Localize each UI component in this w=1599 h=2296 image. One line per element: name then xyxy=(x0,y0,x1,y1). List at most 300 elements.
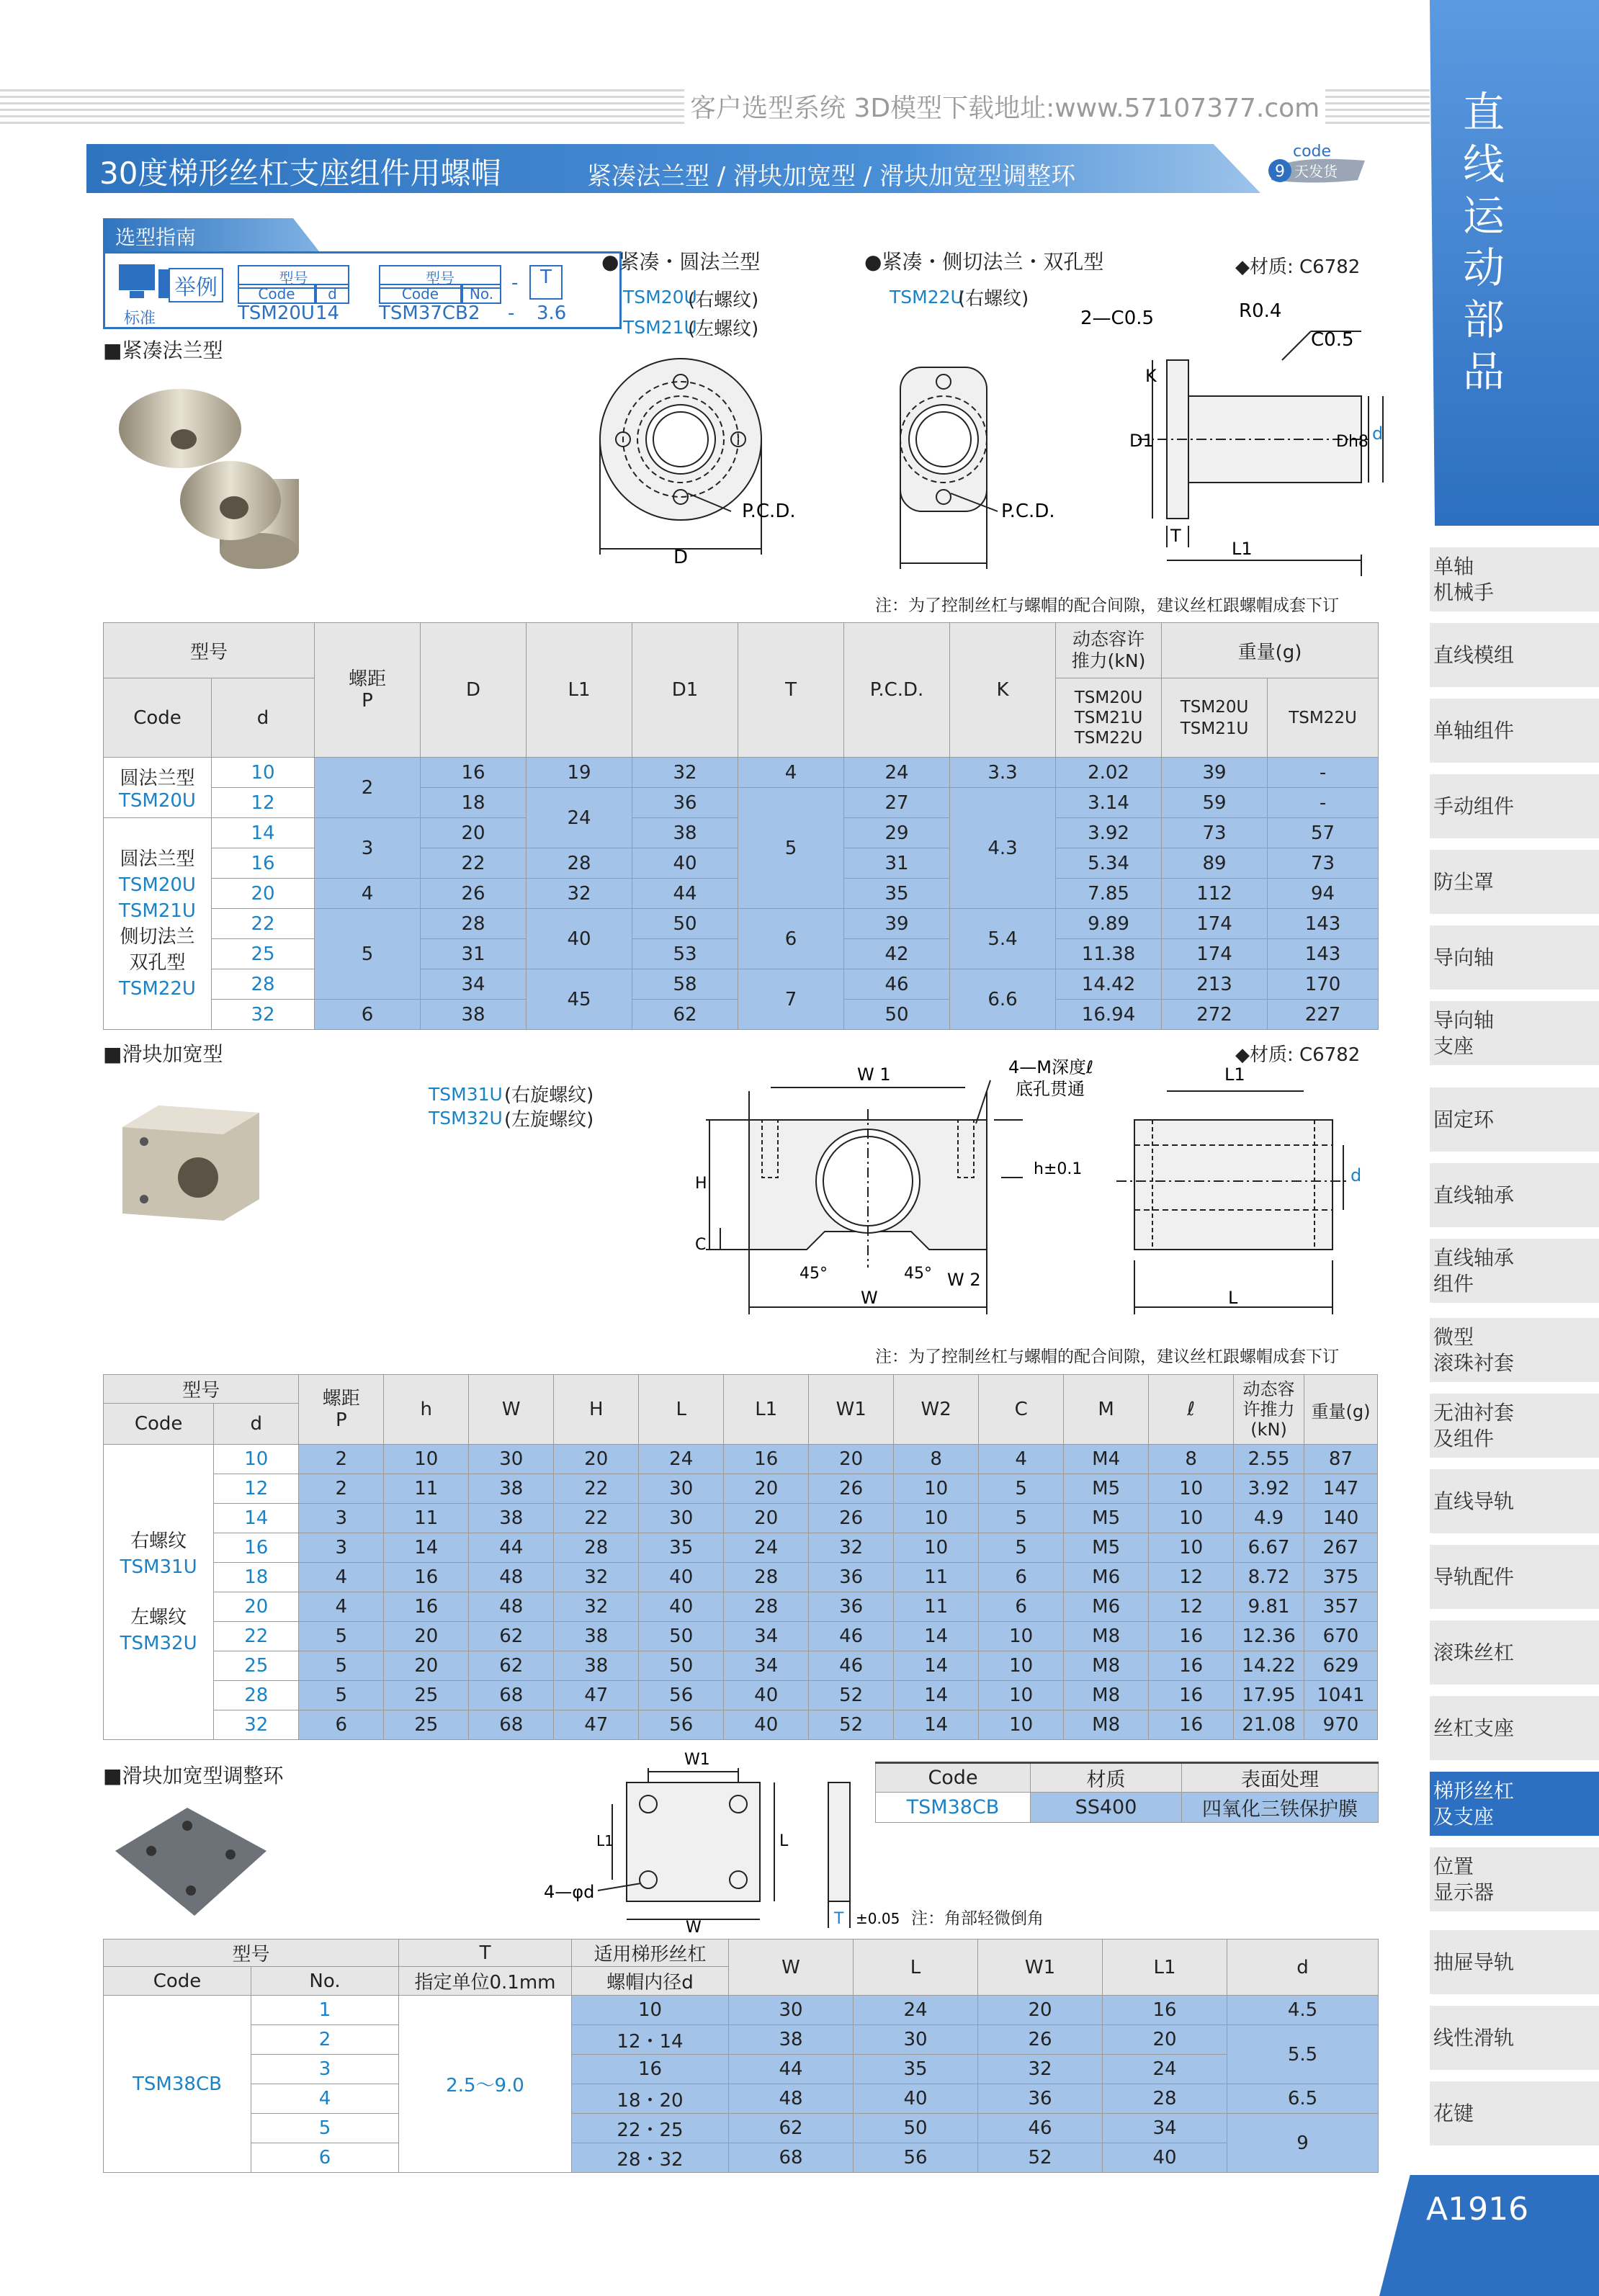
t3-cell-L1: 34 xyxy=(1103,2114,1227,2143)
sidebar-item-18[interactable]: 抽屉导轨 xyxy=(1430,1930,1599,1996)
t1-cell: 38 xyxy=(421,1000,527,1030)
t2-cell: 26 xyxy=(809,1504,894,1533)
pcd-label-2: P.C.D. xyxy=(1001,501,1055,522)
t3-row xyxy=(104,2025,1379,2055)
t1-cell: 3.92 xyxy=(1056,818,1162,848)
table-adjust-ring xyxy=(103,1939,1379,2173)
t3-row xyxy=(104,1996,1379,2025)
t1-cell: 32 xyxy=(527,879,632,909)
guide-label: 选型指南 xyxy=(115,225,197,249)
guide-h-d: d xyxy=(315,284,349,304)
t3-cell-fit: 16 xyxy=(572,2055,729,2084)
dim-D1: D1 xyxy=(1129,431,1154,451)
t2-cell: 40 xyxy=(724,1681,809,1710)
t1-cell: 22 xyxy=(421,848,527,879)
mat-surface: 四氧化三铁保护膜 xyxy=(1182,1793,1379,1823)
t2-cell: 16 xyxy=(1149,1681,1234,1710)
t1-h-L1: L1 xyxy=(527,623,632,758)
dim-c05a: 2—C0.5 xyxy=(1080,308,1155,329)
t2-cell: 25 xyxy=(214,1651,299,1681)
t2-cell: 4 xyxy=(979,1445,1064,1474)
t2-row xyxy=(104,1681,1378,1710)
t2-cell: 11 xyxy=(384,1504,469,1533)
t2-cell: 12 xyxy=(1149,1592,1234,1622)
t1-h-pcd: P.C.D. xyxy=(844,623,950,758)
t1-h-code: Code xyxy=(104,678,212,758)
t2-cell: 52 xyxy=(809,1710,894,1740)
t2-cell: 375 xyxy=(1304,1563,1377,1592)
t2-cell: 5 xyxy=(299,1622,384,1651)
t2-cell: 36 xyxy=(809,1592,894,1622)
dim2-45a: 45° xyxy=(800,1265,828,1283)
t3-cell-L: 50 xyxy=(854,2114,978,2143)
t1-cell: 39 xyxy=(1162,758,1268,788)
dim-d: d xyxy=(1372,423,1384,444)
t2-cell: M5 xyxy=(1064,1533,1149,1563)
t1-h-D: D xyxy=(421,623,527,758)
t1-cell: - xyxy=(1268,788,1379,818)
t2-row xyxy=(104,1445,1378,1474)
t1-cell: 6 xyxy=(738,909,844,969)
t1-g1-name: 圆法兰型 xyxy=(120,768,195,789)
t1-h-K: K xyxy=(950,623,1056,758)
t1-cell: 32 xyxy=(632,758,738,788)
t1-cell: 10 xyxy=(212,758,315,788)
t2-cell: 20 xyxy=(724,1504,809,1533)
t3-cell-W: 48 xyxy=(729,2084,854,2114)
t1-cell: 40 xyxy=(527,909,632,969)
t2-cell: 20 xyxy=(384,1651,469,1681)
t1-h-weight: 重量(g) xyxy=(1162,623,1379,678)
t2-cell: 14 xyxy=(894,1681,979,1710)
t2-cell: 10 xyxy=(384,1445,469,1474)
round-model-1: TSM20U xyxy=(623,287,697,308)
t2-cell: 32 xyxy=(809,1533,894,1563)
sidebar-item-3[interactable]: 手动组件 xyxy=(1430,774,1599,840)
t3-cell-fit: 10 xyxy=(572,1996,729,2025)
sidebar-item-11[interactable]: 无油衬套 及组件 xyxy=(1430,1394,1599,1460)
dim-D: D xyxy=(673,547,689,568)
t2-cell: 10 xyxy=(894,1504,979,1533)
t1-cell: 50 xyxy=(844,1000,950,1030)
dim2-W1: W 1 xyxy=(857,1064,891,1085)
t2-cell: M8 xyxy=(1064,1651,1149,1681)
t2-cell: 62 xyxy=(469,1622,554,1651)
dim3-hole: 4—φd xyxy=(544,1882,595,1902)
t2-cell: 32 xyxy=(554,1592,639,1622)
t3-h-fit2: 螺帽内径d xyxy=(572,1967,729,1996)
guide-h-no: No. xyxy=(462,284,501,304)
t1-cell: 45 xyxy=(527,969,632,1030)
t1-row xyxy=(104,909,1379,939)
t3-row xyxy=(104,2084,1379,2114)
t3-cell-W1: 32 xyxy=(978,2055,1103,2084)
material-2: ◆材质: C6782 xyxy=(1235,1044,1361,1066)
guide-h-model-2: 型号 xyxy=(379,265,501,289)
slider-model-1-note: (右旋螺纹) xyxy=(504,1085,594,1106)
slider-model-1: TSM31U xyxy=(429,1084,503,1105)
t2-cell: 38 xyxy=(554,1651,639,1681)
t2-cell: 20 xyxy=(724,1474,809,1504)
t1-cell: 4.3 xyxy=(950,788,1056,909)
t3-cell-W1: 36 xyxy=(978,2084,1103,2114)
t3-no: 6 xyxy=(251,2143,399,2173)
t2-cell: 5 xyxy=(979,1504,1064,1533)
sidebar-item-1[interactable]: 直线模组 xyxy=(1430,623,1599,689)
t3-cell-L: 35 xyxy=(854,2055,978,2084)
t2-cell: 10 xyxy=(1149,1504,1234,1533)
t1-cell: 5.34 xyxy=(1056,848,1162,879)
t2-cell: 3 xyxy=(299,1533,384,1563)
t1-cell: 5.4 xyxy=(950,909,1056,969)
t2-cell: 267 xyxy=(1304,1533,1377,1563)
note-1: 注：为了控制丝杠与螺帽的配合间隙，建议丝杠跟螺帽成套下订 xyxy=(875,596,1339,615)
slider-model-2-note: (左旋螺纹) xyxy=(504,1109,594,1131)
t2-h-model: 型号 xyxy=(104,1375,299,1404)
t1-row xyxy=(104,969,1379,1000)
t1-cell: 29 xyxy=(844,818,950,848)
round-model-2: TSM21U xyxy=(623,317,697,338)
guide-h-t: T xyxy=(529,265,563,300)
t2-cell: 56 xyxy=(639,1681,724,1710)
t2-cell: 20 xyxy=(554,1445,639,1474)
t2-cell: 35 xyxy=(639,1533,724,1563)
mat-h-surface: 表面处理 xyxy=(1182,1763,1379,1793)
t2-cell: 68 xyxy=(469,1681,554,1710)
t3-cell-L1: 40 xyxy=(1103,2143,1227,2173)
t3-h-T2: 指定单位0.1mm xyxy=(399,1967,572,1996)
t2-cell: 10 xyxy=(979,1710,1064,1740)
t3-h-W1: W1 xyxy=(978,1940,1103,1996)
guide-ex2-code: TSM37CB xyxy=(379,302,468,324)
sidebar-item-12[interactable]: 直线导轨 xyxy=(1430,1469,1599,1535)
t2-cell: 24 xyxy=(724,1533,809,1563)
t2-cell: 22 xyxy=(554,1504,639,1533)
t2-cell: 5 xyxy=(979,1474,1064,1504)
t2-cell: 8.72 xyxy=(1234,1563,1304,1592)
t1-cell: 3.3 xyxy=(950,758,1056,788)
t2-cell: 48 xyxy=(469,1592,554,1622)
t2-h-thrust: 动态容 许推力 (kN) xyxy=(1234,1375,1304,1445)
t1-cell: 213 xyxy=(1162,969,1268,1000)
t2-cell: 10 xyxy=(979,1681,1064,1710)
sidebar-item-6[interactable]: 导向轴 支座 xyxy=(1430,1001,1599,1067)
t1-cell: 31 xyxy=(844,848,950,879)
guide-std: 标准 xyxy=(124,310,156,328)
t1-cell: 3.14 xyxy=(1056,788,1162,818)
t1-cell: 62 xyxy=(632,1000,738,1030)
t2-cell: M8 xyxy=(1064,1710,1149,1740)
t3-h-L1: L1 xyxy=(1103,1940,1227,1996)
dim3-W1: W1 xyxy=(684,1751,710,1769)
sidebar-item-17[interactable]: 位置 显示器 xyxy=(1430,1847,1599,1914)
t1-h-w2: TSM22U xyxy=(1268,678,1379,758)
adjust-ring-drawing xyxy=(533,1739,908,1937)
t1-cell: 7 xyxy=(738,969,844,1030)
t2-cell: 16 xyxy=(1149,1622,1234,1651)
dim-L1: L1 xyxy=(1232,539,1253,559)
t1-cell: 28 xyxy=(527,848,632,879)
t2-cell: 6.67 xyxy=(1234,1533,1304,1563)
section3-label: ■滑块加宽型调整环 xyxy=(103,1764,284,1788)
dim2-C: C xyxy=(695,1236,707,1254)
t2-cell: 11 xyxy=(894,1592,979,1622)
t2-h-W2: W2 xyxy=(894,1375,979,1445)
t2-cell: 14 xyxy=(894,1710,979,1740)
dim2-h: h±0.1 xyxy=(1034,1160,1083,1178)
watermark-text: 客户选型系统 3D模型下载地址:www.57107377.com xyxy=(684,88,1325,125)
t1-cell: 227 xyxy=(1268,1000,1379,1030)
t1-cell: 22 xyxy=(212,909,315,939)
t1-h-model: 型号 xyxy=(104,623,315,678)
t2-cell: 10 xyxy=(979,1651,1064,1681)
t3-cell-fit: 28・32 xyxy=(572,2143,729,2173)
t3-cell-L1: 24 xyxy=(1103,2055,1227,2084)
dim2-L1: L1 xyxy=(1224,1064,1245,1085)
dim2-H: H xyxy=(695,1175,707,1193)
t1-cell: 40 xyxy=(632,848,738,879)
note-2: 注：为了控制丝杠与螺帽的配合间隙，建议丝杠跟螺帽成套下订 xyxy=(875,1347,1339,1366)
t1-cell: 46 xyxy=(844,969,950,1000)
sidebar-item-14[interactable]: 滚珠丝杠 xyxy=(1430,1620,1599,1687)
sidebar-item-20[interactable]: 花键 xyxy=(1430,2081,1599,2148)
t1-cell: 57 xyxy=(1268,818,1379,848)
t2-cell: 52 xyxy=(809,1681,894,1710)
page-title: 30度梯形丝杠支座组件用螺帽 xyxy=(99,156,501,191)
t2-cell: 10 xyxy=(979,1622,1064,1651)
t1-g1-code: TSM20U xyxy=(119,790,196,812)
t1-cell: 26 xyxy=(421,879,527,909)
t2-cell: 5 xyxy=(299,1681,384,1710)
t3-cell-W1: 26 xyxy=(978,2025,1103,2055)
t1-h-T: T xyxy=(738,623,844,758)
t3-row xyxy=(104,2055,1379,2084)
t1-cell: 4 xyxy=(738,758,844,788)
dim2-thru: 底孔贯通 xyxy=(1016,1079,1085,1099)
guide-h-model-1: 型号 xyxy=(238,265,349,289)
t1-cell: 5 xyxy=(738,788,844,909)
material-1: ◆材质: C6782 xyxy=(1235,256,1361,278)
t3-row xyxy=(104,2114,1379,2143)
t1-cell: 24 xyxy=(527,788,632,848)
t1-cell: 143 xyxy=(1268,909,1379,939)
t2-cell: 16 xyxy=(724,1445,809,1474)
t1-cell: - xyxy=(1268,758,1379,788)
cut-model-1-note: (右螺纹) xyxy=(958,288,1029,310)
t2-cell: 40 xyxy=(724,1710,809,1740)
t2-cell: 24 xyxy=(639,1445,724,1474)
t2-cell: M8 xyxy=(1064,1622,1149,1651)
t1-cell: 14.42 xyxy=(1056,969,1162,1000)
t2-cell: M4 xyxy=(1064,1445,1149,1474)
t2-cell: 8 xyxy=(894,1445,979,1474)
t1-cell: 170 xyxy=(1268,969,1379,1000)
t2-row xyxy=(104,1504,1378,1533)
t1-cell: 25 xyxy=(212,939,315,969)
t2-cell: 10 xyxy=(894,1474,979,1504)
t3-h-W: W xyxy=(729,1940,854,1996)
sidebar-item-2[interactable]: 单轴组件 xyxy=(1430,699,1599,765)
t2-cell: 20 xyxy=(384,1622,469,1651)
t2-cell: 2 xyxy=(299,1474,384,1504)
sidebar-item-5[interactable]: 导向轴 xyxy=(1430,925,1599,992)
sidebar-item-0[interactable]: 单轴 机械手 xyxy=(1430,547,1599,614)
dim3-T: T xyxy=(834,1910,844,1928)
t2-cell: 50 xyxy=(639,1622,724,1651)
t2-cell: 629 xyxy=(1304,1651,1377,1681)
guide-h-code-2: Code xyxy=(379,284,462,304)
t1-cell: 5 xyxy=(315,909,421,1000)
t2-cell: 11 xyxy=(384,1474,469,1504)
t2-h-W1: W1 xyxy=(809,1375,894,1445)
sidebar-item-16[interactable]: 梯形丝杠 及支座 xyxy=(1430,1772,1599,1838)
cut-title: ●紧凑・侧切法兰・双孔型 xyxy=(864,250,1104,274)
t1-cell: 3 xyxy=(315,818,421,879)
t3-h-d: d xyxy=(1227,1940,1379,1996)
t2-cell: 30 xyxy=(639,1504,724,1533)
sidebar-item-7[interactable]: 固定环 xyxy=(1430,1088,1599,1154)
guide-dash-1: - xyxy=(511,272,519,294)
mat-h-code: Code xyxy=(876,1763,1031,1793)
t2-cell: 17.95 xyxy=(1234,1681,1304,1710)
t2-cell: 6 xyxy=(979,1563,1064,1592)
t3-no: 4 xyxy=(251,2084,399,2114)
t3-cell-W1: 52 xyxy=(978,2143,1103,2173)
t2-cell: 28 xyxy=(554,1533,639,1563)
t2-cell: 140 xyxy=(1304,1504,1377,1533)
t2-g-lc: TSM32U xyxy=(120,1632,197,1654)
t1-cell: 53 xyxy=(632,939,738,969)
t2-cell: 28 xyxy=(724,1563,809,1592)
sidebar-item-4[interactable]: 防尘罩 xyxy=(1430,850,1599,916)
t2-cell: 14 xyxy=(384,1533,469,1563)
t2-cell: 5 xyxy=(299,1651,384,1681)
t3-cell-W: 44 xyxy=(729,2055,854,2084)
round-model-1-note: (右螺纹) xyxy=(688,290,759,311)
t2-g-rc: TSM31U xyxy=(120,1556,197,1578)
dim3-L1: L1 xyxy=(596,1832,614,1849)
mat-code: TSM38CB xyxy=(876,1793,1031,1823)
t2-cell: 47 xyxy=(554,1710,639,1740)
t2-cell: 8 xyxy=(1149,1445,1234,1474)
computer-icon xyxy=(115,261,173,304)
t2-cell: 47 xyxy=(554,1681,639,1710)
t1-cell: 36 xyxy=(632,788,738,818)
dim2-hole: 4—M深度ℓ xyxy=(1008,1057,1093,1077)
t2-cell: 40 xyxy=(639,1563,724,1592)
t2-row xyxy=(104,1622,1378,1651)
t2-h-C: C xyxy=(979,1375,1064,1445)
sidebar-item-8[interactable]: 直线轴承 xyxy=(1430,1163,1599,1229)
t3-cell-L1: 16 xyxy=(1103,1996,1227,2025)
sidebar-item-13[interactable]: 导轨配件 xyxy=(1430,1545,1599,1611)
t2-cell: 6 xyxy=(979,1592,1064,1622)
sidebar-item-19[interactable]: 线性滑轨 xyxy=(1430,2006,1599,2072)
t1-cell: 35 xyxy=(844,879,950,909)
t1-cell: 31 xyxy=(421,939,527,969)
t2-cell: 670 xyxy=(1304,1622,1377,1651)
t2-cell: 6 xyxy=(299,1710,384,1740)
page-subtitle: 紧凑法兰型 / 滑块加宽型 / 滑块加宽型调整环 xyxy=(587,162,1076,191)
t3-cell-W: 62 xyxy=(729,2114,854,2143)
t2-h-L1: L1 xyxy=(724,1375,809,1445)
t1-cell: 27 xyxy=(844,788,950,818)
t2-cell: 38 xyxy=(554,1622,639,1651)
t3-cell-fit: 18・20 xyxy=(572,2084,729,2114)
dim3-L: L xyxy=(779,1832,789,1850)
t2-cell: 5 xyxy=(979,1533,1064,1563)
sidebar-item-10[interactable]: 微型 滚珠衬套 xyxy=(1430,1318,1599,1384)
t2-cell: 10 xyxy=(894,1533,979,1563)
t1-cell: 112 xyxy=(1162,879,1268,909)
t3-cell-fit: 22・25 xyxy=(572,2114,729,2143)
t3-cell-W1: 46 xyxy=(978,2114,1103,2143)
t2-cell: 16 xyxy=(1149,1710,1234,1740)
t1-cell: 16 xyxy=(421,758,527,788)
dim-T: T xyxy=(1170,526,1181,546)
t2-cell: M5 xyxy=(1064,1504,1149,1533)
t1-h-D1: D1 xyxy=(632,623,738,758)
sidebar-item-15[interactable]: 丝杠支座 xyxy=(1430,1696,1599,1762)
t2-cell: M6 xyxy=(1064,1592,1149,1622)
t2-h-H: H xyxy=(554,1375,639,1445)
t2-cell: 46 xyxy=(809,1622,894,1651)
t1-cell: 16.94 xyxy=(1056,1000,1162,1030)
t1-cell: 73 xyxy=(1268,848,1379,879)
t1-group1 xyxy=(104,758,212,818)
note-3: 注：角部轻微倒角 xyxy=(911,1909,1044,1928)
t2-cell: 2.55 xyxy=(1234,1445,1304,1474)
guide-h-code-1: Code xyxy=(238,284,315,304)
cut-model-1: TSM22U xyxy=(890,287,964,308)
t2-row xyxy=(104,1710,1378,1740)
t2-cell: 357 xyxy=(1304,1592,1377,1622)
t2-cell: 9.81 xyxy=(1234,1592,1304,1622)
t3-h-fit: 适用梯形丝杠 xyxy=(572,1940,729,1967)
t3-T: 2.5～9.0 xyxy=(399,1996,572,2173)
t1-cell: 50 xyxy=(632,909,738,939)
dim3-tol: ±0.05 xyxy=(856,1910,900,1927)
dim-Dh8: Dh8 xyxy=(1336,433,1369,451)
t1-cell: 28 xyxy=(212,969,315,1000)
sidebar-item-9[interactable]: 直线轴承 组件 xyxy=(1430,1239,1599,1305)
t2-group xyxy=(104,1445,214,1740)
mat-material: SS400 xyxy=(1031,1793,1182,1823)
t2-cell: 32 xyxy=(214,1710,299,1740)
round-model-2-note: (左螺纹) xyxy=(688,318,759,340)
t2-h-M: M xyxy=(1064,1375,1149,1445)
guide-ex2-no: 2 xyxy=(468,302,480,324)
t2-cell: 11 xyxy=(894,1563,979,1592)
t3-h-model: 型号 xyxy=(104,1940,399,1967)
t2-cell: 4 xyxy=(299,1563,384,1592)
mat-h-material: 材质 xyxy=(1031,1763,1182,1793)
t2-cell: 14 xyxy=(894,1622,979,1651)
table-flange xyxy=(103,622,1379,1030)
t1-cell: 59 xyxy=(1162,788,1268,818)
t1-cell: 143 xyxy=(1268,939,1379,969)
t2-cell: 2 xyxy=(299,1445,384,1474)
badge-ship: 天发货 xyxy=(1294,163,1338,180)
t3-code: TSM38CB xyxy=(104,1996,251,2173)
t2-cell: 10 xyxy=(1149,1474,1234,1504)
t2-row xyxy=(104,1651,1378,1681)
t1-cell: 94 xyxy=(1268,879,1379,909)
t2-cell: 28 xyxy=(214,1681,299,1710)
t2-cell: 87 xyxy=(1304,1445,1377,1474)
t1-cell: 32 xyxy=(212,1000,315,1030)
t2-cell: 44 xyxy=(469,1533,554,1563)
